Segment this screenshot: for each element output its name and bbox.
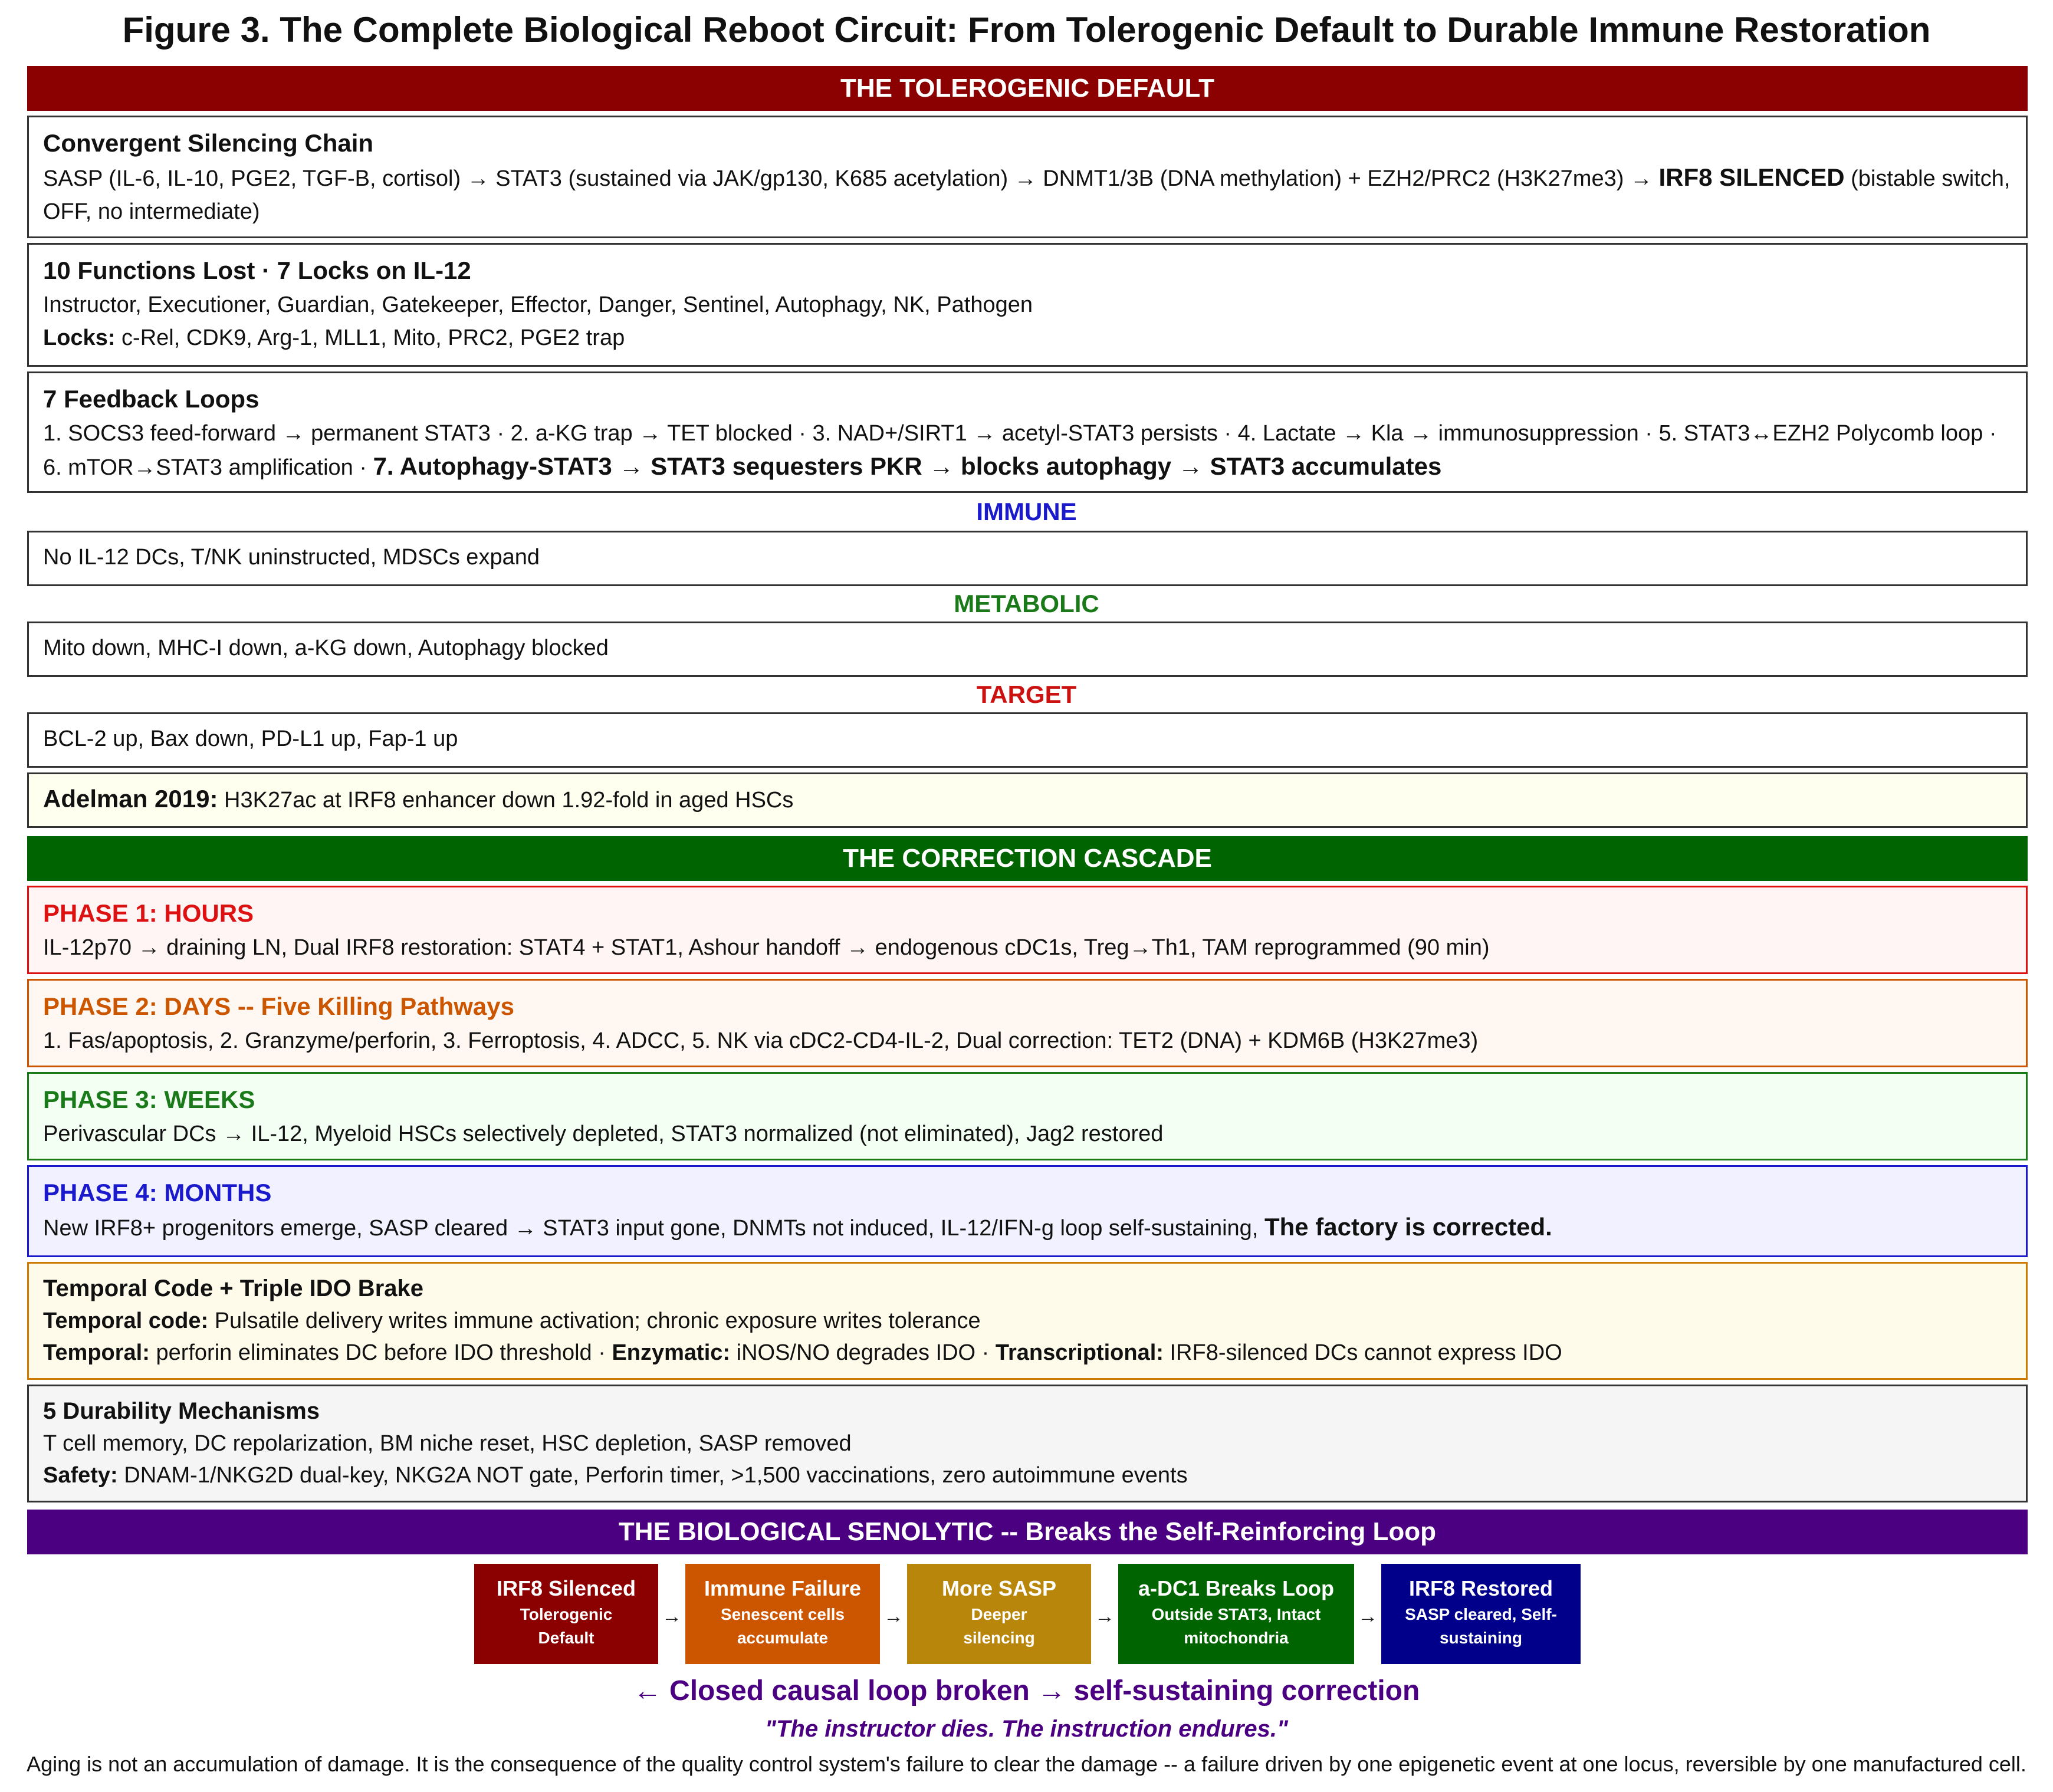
adelman-box <box>27 772 2028 828</box>
phase-3-text: Perivascular DCs → IL-12, Myeloid HSCs selectively depleted, STAT3 normalized (not eliminated), Jag2 restored <box>43 1122 1164 1146</box>
flow-node-sub: sustaining <box>1439 1629 1522 1647</box>
flow-node-title: IRF8 Silenced <box>496 1576 636 1600</box>
flow-node-title: More SASP <box>941 1576 1057 1600</box>
temporal-code-line <box>43 1305 2012 1337</box>
temporal-code-text: Pulsatile delivery writes immune activation; chronic exposure writes tolerance <box>214 1308 981 1333</box>
flow-node-title: Immune Failure <box>704 1576 862 1600</box>
phase-2-heading: PHASE 2: DAYS -- Five Killing Pathways <box>43 992 514 1020</box>
enzymatic-text: iNOS/NO degrades IDO · <box>736 1340 990 1365</box>
adelman-label: Adelman 2019: <box>43 785 218 813</box>
durability-heading: 5 Durability Mechanisms <box>43 1398 320 1424</box>
feedback-text <box>43 417 2012 484</box>
flow-node-sub: Tolerogenic <box>520 1605 613 1623</box>
temporal-code-label: Temporal code: <box>43 1308 209 1333</box>
durability-box <box>27 1385 2028 1502</box>
flow-node-sub: accumulate <box>737 1629 829 1647</box>
senolytic-banner: THE BIOLOGICAL SENOLYTIC -- Breaks the Self-Reinforcing Loop <box>27 1510 2028 1554</box>
enzymatic-label: Enzymatic: <box>612 1340 731 1365</box>
instructor-quote: "The instructor dies. The instruction endures." <box>765 1716 1288 1742</box>
flow-node-sub: Default <box>538 1629 594 1647</box>
phase-2-text: 1. Fas/apoptosis, 2. Granzyme/perforin, 3. Ferroptosis, 4. ADCC, 5. NK via cDC2-CD4-IL-2, Dual correction: TET2 (DNA) + KDM6B (H3K27me3) <box>43 1028 1479 1053</box>
metabolic-text: Mito down, MHC-I down, a-KG down, Autophagy blocked <box>43 636 609 660</box>
flow-arrow: → <box>662 1605 682 1627</box>
target-label: TARGET <box>976 680 1077 708</box>
metabolic-label: METABOLIC <box>954 590 1099 617</box>
adelman-text <box>43 782 2012 817</box>
immune-text: No IL-12 DCs, T/NK uninstructed, MDSCs expand <box>43 545 540 570</box>
phase-4-box <box>27 1165 2028 1257</box>
closed-loop-caption: ← Closed causal loop broken → self-sustaining correction <box>633 1675 1420 1706</box>
phase-3-box <box>27 1072 2028 1160</box>
phase-1-box <box>27 886 2028 974</box>
phase-2-box <box>27 979 2028 1067</box>
convergent-tail: (bistable switch, OFF, no intermediate) <box>43 166 2011 224</box>
locks-label: Locks: <box>43 325 116 350</box>
temporal-heading: Temporal Code + Triple IDO Brake <box>43 1275 423 1301</box>
immune-box <box>27 531 2028 586</box>
flow-arrow: → <box>1358 1605 1378 1627</box>
target-text: BCL-2 up, Bax down, PD-L1 up, Fap-1 up <box>43 726 458 751</box>
convergent-text <box>43 161 2012 228</box>
transcriptional-label: Transcriptional: <box>995 1340 1164 1365</box>
flow-node-sub: SASP cleared, Self- <box>1405 1605 1557 1623</box>
figure-title: Figure 3. The Complete Biological Reboot Circuit: From Tolerogenic Default to Durable Immune Restoration <box>122 10 1931 50</box>
adelman-finding: H3K27ac at IRF8 enhancer down 1.92-fold in aged HSCs <box>224 788 794 813</box>
phase-4-heading: PHASE 4: MONTHS <box>43 1179 272 1206</box>
safety-label: Safety: <box>43 1463 118 1488</box>
phase-4-body: New IRF8+ progenitors emerge, SASP cleared → STAT3 input gone, DNMTs not induced, IL-12/IFN-g loop self-sustaining, <box>43 1216 1259 1241</box>
flow-node-title: a-DC1 Breaks Loop <box>1138 1576 1335 1600</box>
temporal-box <box>27 1262 2028 1380</box>
flow-node-irf8-silenced <box>474 1564 658 1664</box>
flow-node-sub: Deeper <box>971 1605 1027 1623</box>
temporal-text: perforin eliminates DC before IDO threshold · <box>156 1340 606 1365</box>
feedback-loops: 1. SOCS3 feed-forward → permanent STAT3 · 2. a-KG trap → TET blocked · 3. NAD+/SIRT1 → acetyl-STAT3 persists · 4. Lactate → Kla → immunosuppression · 5. STAT3↔EZH2 Polycomb loop · 6. mTOR→STAT3 amplification · <box>43 421 1997 480</box>
feedback-bold: 7. Autophagy-STAT3 → STAT3 sequesters PKR → blocks autophagy → STAT3 accumulates <box>373 452 1442 480</box>
functions-box <box>27 243 2028 367</box>
flow-node-immune-failure <box>685 1564 880 1664</box>
convergent-heading: Convergent Silencing Chain <box>43 129 374 157</box>
factory-corrected: The factory is corrected. <box>1264 1213 1552 1241</box>
phase-1-heading: PHASE 1: HOURS <box>43 899 254 927</box>
transcriptional-text: IRF8-silenced DCs cannot express IDO <box>1170 1340 1562 1365</box>
temporal-label: Temporal: <box>43 1340 150 1365</box>
flow-arrow: → <box>883 1605 904 1627</box>
ido-brake-line <box>43 1337 2012 1369</box>
footer-statement: Aging is not an accumulation of damage. It is the consequence of the quality control system's failure to clear the damage -- a failure driven by one epigenetic event at one locus, reversible by one manufactured cell. <box>27 1752 2026 1776</box>
phase-3-heading: PHASE 3: WEEKS <box>43 1086 255 1113</box>
flow-arrow: → <box>1095 1605 1115 1627</box>
safety-text: DNAM-1/NKG2D dual-key, NKG2A NOT gate, Perforin timer, >1,500 vaccinations, zero autoimmune events <box>124 1463 1188 1488</box>
feedback-box <box>27 371 2028 493</box>
correction-banner: THE CORRECTION CASCADE <box>27 836 2028 881</box>
feedback-heading: 7 Feedback Loops <box>43 385 260 413</box>
functions-list: Instructor, Executioner, Guardian, Gatekeeper, Effector, Danger, Sentinel, Autophagy, NK, Pathogen <box>43 292 1033 317</box>
flow-node-sub: Outside STAT3, Intact <box>1151 1605 1321 1623</box>
flow-node-irf8-restored <box>1381 1564 1581 1664</box>
flow-node-adc1-breaks-loop <box>1118 1564 1354 1664</box>
irf8-silenced: IRF8 SILENCED <box>1658 163 1845 191</box>
target-box <box>27 712 2028 768</box>
safety-line <box>43 1459 2012 1491</box>
flow-node-sub: Senescent cells <box>720 1605 845 1623</box>
tolerogenic-banner: THE TOLEROGENIC DEFAULT <box>27 66 2028 111</box>
locks-line <box>43 321 2012 354</box>
phase-4-text <box>43 1211 2012 1245</box>
functions-heading: 10 Functions Lost · 7 Locks on IL-12 <box>43 257 471 284</box>
locks-text: c-Rel, CDK9, Arg-1, MLL1, Mito, PRC2, PGE2 trap <box>121 325 625 350</box>
convergent-chain-box <box>27 116 2028 238</box>
durability-text: T cell memory, DC repolarization, BM niche reset, HSC depletion, SASP removed <box>43 1431 852 1456</box>
metabolic-box <box>27 622 2028 677</box>
flow-node-title: IRF8 Restored <box>1408 1576 1553 1600</box>
flow-node-more-sasp <box>907 1564 1091 1664</box>
flow-node-sub: mitochondria <box>1184 1629 1289 1647</box>
phase-1-text: IL-12p70 → draining LN, Dual IRF8 restoration: STAT4 + STAT1, Ashour handoff → endogenous cDC1s, Treg→Th1, TAM reprogrammed (90 min) <box>43 935 1490 960</box>
flow-node-sub: silencing <box>963 1629 1035 1647</box>
immune-label: IMMUNE <box>976 498 1077 525</box>
convergent-chain: SASP (IL-6, IL-10, PGE2, TGF-B, cortisol) → STAT3 (sustained via JAK/gp130, K685 acetylation) → DNMT1/3B (DNA methylation) + EZH2/PRC2 (H3K27me3) → <box>43 166 1653 191</box>
